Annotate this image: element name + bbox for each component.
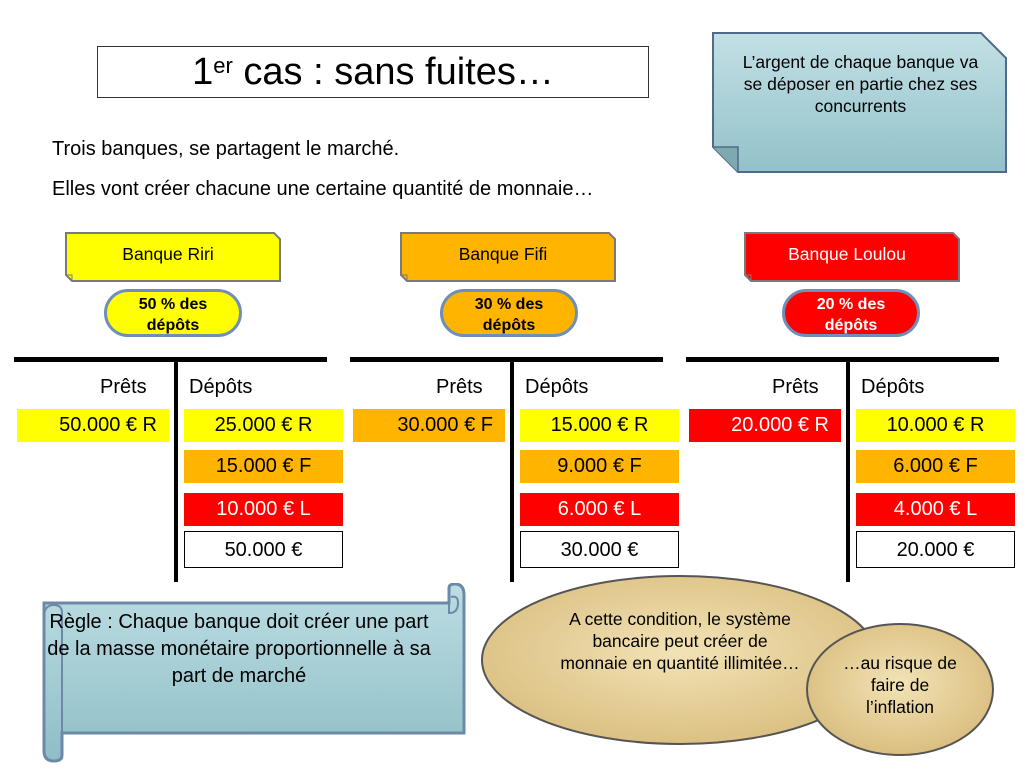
ellipse-large-text: A cette condition, le système bancaire peut créer de monnaie en quantité illimitée… (560, 609, 800, 673)
total-cell-loulou: 20.000 € (856, 531, 1015, 568)
share-line-2: dépôts (824, 317, 878, 334)
parchment-ellipse-small (805, 622, 995, 757)
deposit-cell-fifi-l: 6.000 € L (520, 493, 679, 526)
rule-text: Règle : Chaque banque doit créer une part de la masse monétaire proportionnelle à sa part de marché (47, 611, 431, 687)
rule-scroll (24, 583, 468, 763)
total-cell-fifi: 30.000 € (520, 531, 679, 568)
t-account-top-riri (14, 357, 327, 362)
share-pill-fifi (440, 289, 578, 337)
deposit-cell-riri-f: 15.000 € F (184, 450, 343, 483)
loans-header-fifi: Prêts (436, 376, 483, 398)
bank-name-fifi: Banque Fifi (458, 244, 548, 264)
deposit-cell-fifi-f: 9.000 € F (520, 450, 679, 483)
deposits-header-riri: Dépôts (189, 376, 253, 398)
share-pill-loulou (782, 289, 920, 337)
t-account-top-loulou (686, 357, 999, 362)
loans-header-loulou: Prêts (772, 376, 819, 398)
share-line-1: 50 % des (138, 296, 208, 313)
loans-header-riri: Prêts (100, 376, 147, 398)
ellipse-small-text: …au risque de faire de l’inflation (843, 653, 957, 717)
t-account-top-fifi (350, 357, 663, 362)
deposits-header-loulou: Dépôts (861, 376, 925, 398)
share-pill-riri (104, 289, 242, 337)
t-account-divider-riri (174, 357, 178, 582)
share-line-2: dépôts (146, 317, 200, 334)
total-cell-riri: 50.000 € (184, 531, 343, 568)
deposit-cell-loulou-f: 6.000 € F (856, 450, 1015, 483)
deposit-cell-riri-r: 25.000 € R (184, 409, 343, 442)
intro-line-2: Elles vont créer chacune une certaine quantité de monnaie… (52, 178, 594, 200)
loan-cell-riri: 50.000 € R (17, 409, 169, 442)
share-line-2: dépôts (482, 317, 536, 334)
share-line-1: 20 % des (816, 296, 886, 313)
t-account-divider-loulou (846, 357, 850, 582)
deposits-header-fifi: Dépôts (525, 376, 589, 398)
t-account-divider-fifi (510, 357, 514, 582)
callout-note (711, 31, 1008, 174)
share-line-1: 30 % des (474, 296, 544, 313)
deposit-cell-fifi-r: 15.000 € R (520, 409, 679, 442)
deposit-cell-loulou-r: 10.000 € R (856, 409, 1015, 442)
bank-name-loulou: Banque Loulou (788, 244, 906, 264)
bank-name-riri: Banque Riri (122, 244, 214, 264)
callout-text: L’argent de chaque banque va se déposer en partie chez ses concurrents (742, 52, 979, 116)
slide-title: 1er cas : sans fuites… (97, 46, 649, 98)
loan-cell-fifi: 30.000 € F (353, 409, 505, 442)
deposit-cell-loulou-l: 4.000 € L (856, 493, 1015, 526)
loan-cell-loulou: 20.000 € R (689, 409, 841, 442)
deposit-cell-riri-l: 10.000 € L (184, 493, 343, 526)
intro-line-1: Trois banques, se partagent le marché. (52, 138, 400, 160)
